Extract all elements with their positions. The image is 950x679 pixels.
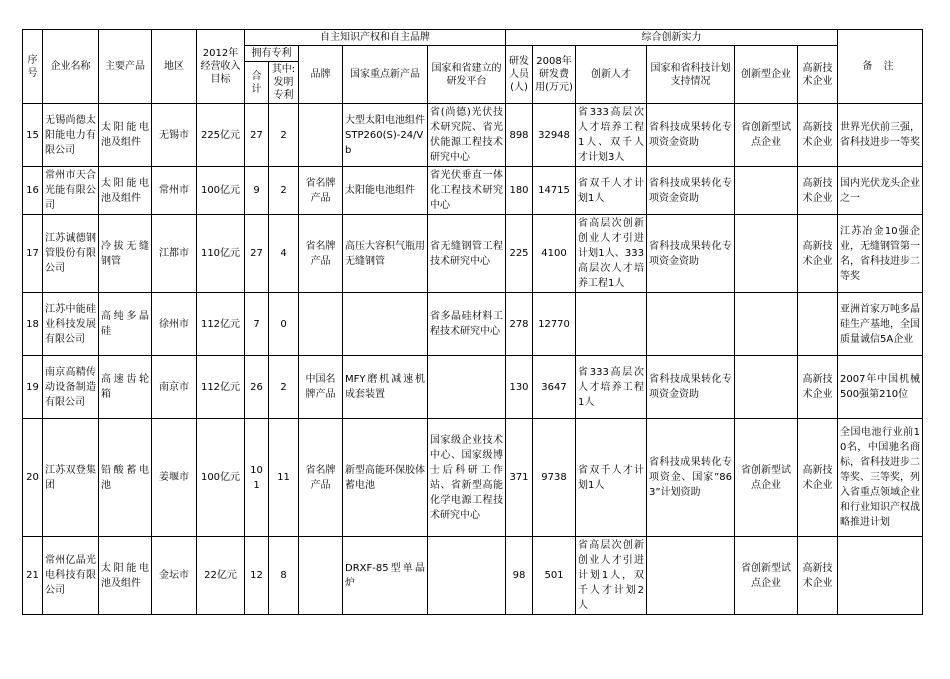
cell-key-product: 高压大容积气瓶用无缝钢管 [343,215,428,293]
cell-rd-cost: 3647 [533,356,576,419]
header-rd-staff: 研发人员(人) [506,46,533,104]
cell-patent-invention: 2 [269,167,299,215]
cell-company: 常州市天合光能有限公司 [43,167,99,215]
cell-note: 江苏冶金10强企业，无缝钢管第一名，省科技进步二等奖 [838,215,923,293]
table-row [23,167,923,215]
header-key-product: 国家重点新产品 [343,46,428,104]
cell-revenue: 112亿元 [197,293,245,356]
cell-revenue: 22亿元 [197,537,245,615]
cell-rd-platform: 省多晶硅材料工程技术研究中心 [428,293,506,356]
cell-brand [299,104,343,167]
header-hightech: 高新技术企业 [798,46,838,104]
cell-rd-staff: 278 [506,293,533,356]
cell-support [647,537,735,615]
header-note: 备 注 [838,30,923,104]
cell-revenue: 100亿元 [197,167,245,215]
cell-note [838,537,923,615]
cell-product: 高纯多晶硅 [99,293,152,356]
cell-brand [299,537,343,615]
cell-note: 全国电池行业前10名，中国驰名商标，省科技进步二等奖、三等奖，列入省重点领域企业和行业知识产权战略推进计划 [838,419,923,537]
cell-patent-total: 101 [245,419,269,537]
cell-rd-platform: 省(尚德)光伏技术研究院、省光伏能源工程技术研究中心 [428,104,506,167]
header-rd-cost: 2008年研发费用(万元) [533,46,576,104]
cell-company: 常州亿晶光电科技有限公司 [43,537,99,615]
cell-innov-enterprise [735,293,798,356]
cell-patent-invention: 2 [269,356,299,419]
table-row [23,104,923,167]
cell-innov-enterprise [735,215,798,293]
cell-product: 铅酸蓄电池 [99,419,152,537]
cell-revenue: 100亿元 [197,419,245,537]
cell-talent: 省333高层次人才培养工程1人 [576,356,647,419]
cell-patent-total: 12 [245,537,269,615]
cell-patent-invention: 11 [269,419,299,537]
cell-brand: 省名牌产品 [299,167,343,215]
cell-hightech: 高新技术企业 [798,215,838,293]
header-region: 地区 [152,30,197,104]
cell-support: 省科技成果转化专项资金资助 [647,215,735,293]
cell-rd-staff: 371 [506,419,533,537]
cell-support [647,293,735,356]
cell-hightech: 高新技术企业 [798,419,838,537]
cell-rd-cost: 12770 [533,293,576,356]
cell-talent: 省333高层次人才培养工程1人、双千人才计划3人 [576,104,647,167]
cell-innov-enterprise: 省创新型试点企业 [735,537,798,615]
header-innov-enterprise: 创新型企业 [735,46,798,104]
enterprise-table [22,29,923,615]
cell-rd-cost: 14715 [533,167,576,215]
cell-rd-staff: 98 [506,537,533,615]
cell-rd-platform: 国家级企业技术中心、国家级博士后科研工作站、省新型高能化学电源工程技术研究中心 [428,419,506,537]
cell-company: 无锡尚德太阳能电力有限公司 [43,104,99,167]
cell-innov-enterprise [735,356,798,419]
cell-product: 高速齿轮箱 [99,356,152,419]
cell-rd-cost: 9738 [533,419,576,537]
cell-patent-total: 9 [245,167,269,215]
cell-seq: 18 [23,293,43,356]
cell-talent: 省双千人才计划1人 [576,167,647,215]
header-patent-invention: 其中:发明专利 [269,62,299,104]
header-company: 企业名称 [43,30,99,104]
cell-revenue: 110亿元 [197,215,245,293]
table-row [23,215,923,293]
cell-rd-platform [428,356,506,419]
cell-hightech: 高新技术企业 [798,356,838,419]
cell-support: 省科技成果转化专项资金资助 [647,356,735,419]
cell-brand: 省名牌产品 [299,215,343,293]
header-patents: 拥有专利 [245,46,299,62]
cell-talent: 省双千人才计划1人 [576,419,647,537]
header-rd-platform: 国家和省建立的研发平台 [428,46,506,104]
cell-brand: 省名牌产品 [299,419,343,537]
cell-rd-platform: 省光伏垂直一体化工程技术研究中心 [428,167,506,215]
cell-seq: 15 [23,104,43,167]
cell-brand: 中国名牌产品 [299,356,343,419]
table-row [23,537,923,615]
cell-patent-total: 7 [245,293,269,356]
cell-region: 江都市 [152,215,197,293]
cell-talent: 省高层次创新创业人才引进计划1人、333高层次人才培养工程1人 [576,215,647,293]
header-seq: 序号 [23,30,43,104]
cell-region: 南京市 [152,356,197,419]
cell-region: 常州市 [152,167,197,215]
cell-note: 2007年中国机械500强第210位 [838,356,923,419]
cell-support: 省科技成果转化专项资金资助 [647,167,735,215]
cell-support: 省科技成果转化专项资金资助 [647,104,735,167]
table-row [23,419,923,537]
cell-rd-cost: 501 [533,537,576,615]
cell-innov-enterprise: 省创新型试点企业 [735,104,798,167]
cell-product: 太阳能电池及组件 [99,537,152,615]
cell-talent [576,293,647,356]
header-talent: 创新人才 [576,46,647,104]
cell-patent-invention: 4 [269,215,299,293]
cell-note: 世界光伏前三强，省科技进步一等奖 [838,104,923,167]
cell-rd-staff: 225 [506,215,533,293]
cell-product: 太阳能电池及组件 [99,167,152,215]
table-row [23,356,923,419]
table-row [23,293,923,356]
cell-rd-platform: 省无缝钢管工程技术研究中心 [428,215,506,293]
cell-seq: 19 [23,356,43,419]
cell-seq: 21 [23,537,43,615]
cell-company: 江苏双登集团 [43,419,99,537]
cell-patent-invention: 2 [269,104,299,167]
cell-seq: 20 [23,419,43,537]
cell-patent-total: 27 [245,104,269,167]
header-brand: 品牌 [299,46,343,104]
cell-revenue: 225亿元 [197,104,245,167]
cell-patent-invention: 0 [269,293,299,356]
cell-patent-total: 26 [245,356,269,419]
cell-product: 太阳能电池及组件 [99,104,152,167]
cell-rd-cost: 4100 [533,215,576,293]
cell-region: 金坛市 [152,537,197,615]
cell-support: 省科技成果转化专项资金、国家”863”计划资助 [647,419,735,537]
header-patent-total: 合计 [245,62,269,104]
cell-rd-staff: 130 [506,356,533,419]
header-product: 主要产品 [99,30,152,104]
cell-note: 亚洲首家万吨多晶硅生产基地，全国质量诚信5A企业 [838,293,923,356]
cell-key-product: 新型高能环保胶体蓄电池 [343,419,428,537]
cell-hightech [798,293,838,356]
cell-rd-platform [428,537,506,615]
cell-rd-staff: 898 [506,104,533,167]
header-support: 国家和省科技计划支持情况 [647,46,735,104]
cell-revenue: 112亿元 [197,356,245,419]
cell-product: 冷拔无缝钢管 [99,215,152,293]
cell-key-product: MFY磨机减速机成套装置 [343,356,428,419]
cell-company: 江苏中能硅业科技发展有限公司 [43,293,99,356]
cell-region: 无锡市 [152,104,197,167]
cell-hightech: 高新技术企业 [798,104,838,167]
cell-key-product: 大型太阳电池组件STP260(S)-24/Vb [343,104,428,167]
cell-innov-enterprise: 省创新型试点企业 [735,419,798,537]
cell-innov-enterprise [735,167,798,215]
cell-patent-invention: 8 [269,537,299,615]
cell-note: 国内光伏龙头企业之一 [838,167,923,215]
cell-company: 南京高精传动设备制造有限公司 [43,356,99,419]
cell-region: 徐州市 [152,293,197,356]
cell-key-product: DRXF-85型单晶炉 [343,537,428,615]
cell-region: 姜堰市 [152,419,197,537]
header-revenue: 2012年经营收入目标 [197,30,245,104]
cell-talent: 省高层次创新创业人才引进计划1人，双千人才计划2人 [576,537,647,615]
cell-brand [299,293,343,356]
cell-rd-staff: 180 [506,167,533,215]
header-group-innovation: 综合创新实力 [506,30,838,46]
cell-key-product [343,293,428,356]
cell-hightech: 高新技术企业 [798,537,838,615]
cell-patent-total: 27 [245,215,269,293]
cell-key-product: 太阳能电池组件 [343,167,428,215]
cell-hightech: 高新技术企业 [798,167,838,215]
cell-seq: 16 [23,167,43,215]
header-group-ip: 自主知识产权和自主品牌 [245,30,506,46]
cell-rd-cost: 32948 [533,104,576,167]
cell-seq: 17 [23,215,43,293]
cell-company: 江苏诚德钢管股份有限公司 [43,215,99,293]
